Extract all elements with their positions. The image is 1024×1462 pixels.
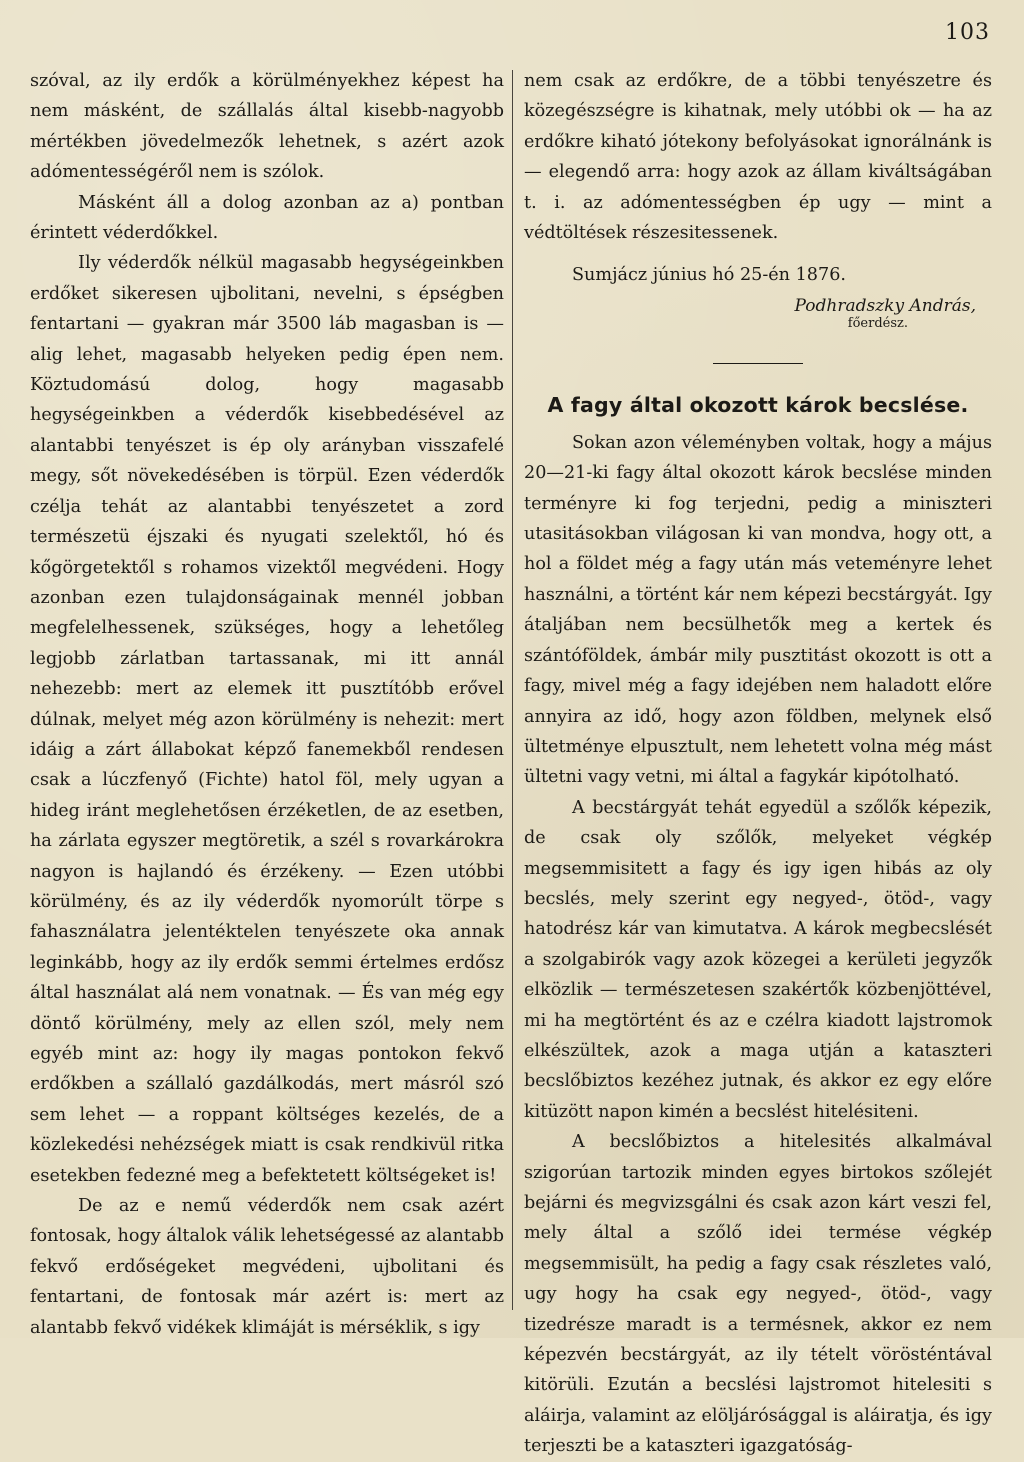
page-number: 103 [945,20,990,45]
section-divider [713,363,803,364]
left-paragraph-1: szóval, az ily erdők a körülményekhez képest ha nem másként, de szállalás által kisebb-nagyobb mértékben jövedelmezők lehetnek, s azért azok adómentességéről nem is szólok. [30,71,504,183]
left-column [30,66,504,1343]
author-signature: Podhradszky András, [794,295,976,316]
author-role: főerdész. [847,315,908,331]
left-paragraph-3: Ily véderdők nélkül magasabb hegységeinkben erdőket sikeresen ujbolitani, nevelni, s épségben fentartani — gyakran már 3500 láb magasban is — alig lehet, magasabb helyeken pedig épen nem. Köztudomású dolog, hogy magasabb hegységeinkben a véderdők kisebbedésével az alantabbi tenyészet is ép oly arányban visszafelé megy, sőt növekedésében is törpül. Ezen véderdők czélja tehát az alantabbi tenyészetet a zord természetü éjszaki és nyugati szelektől, hó és kőgörgetektől s rohamos vizektől megvédeni. Hogy azonban ezen tulajdonságainak mennél jobban megfelelhessenek, szükséges, hogy a lehetőleg legjobb zárlatban tartassanak, mi itt annál nehezebb: mert az elemek itt pusztítóbb erővel dúlnak, melyet még azon körülmény is nehezit: mert idáig a zárt állabokat képző fanemekből rendesen csak a lúczfenyő (Fichte) hatol föl, mely ugyan a hideg iránt meglehetősen érzéketlen, de az esetben, ha zárlata egyszer megtöretik, a szél s rovarkárokra nagyon is hajlandó és érzékeny. — Ezen utóbbi körülmény, és az ily véderdők nyomorúlt törpe s fahasználatra jelentéktelen tenyészete oka annak leginkább, hogy az ily erdők semmi értelmes erdősz által használat alá nem vonatnak. — És van még egy döntő körülmény, mely az ellen szól, mely nem egyéb mint az: hogy ily magas pontokon fekvő erdőkben a szállaló gazdálkodás, mert másról szó sem lehet — a roppant költséges kezelés, de a közlekedési nehézségek miatt is csak rendkivül ritka esetekben fedezné meg a befektetett költségeket is! [30,253,504,1186]
right-paragraph-1: nem csak az erdőkre, de a többi tenyészetre és közegészségre is kihatnak, mely utóbbi ok — ha az erdőkre kiható jótekony befolyásokat ignorálnánk is — elegendő arra: hogy azok az állam kiváltságában t. i. az adómentességben ép ugy — mint a védtöltések részesitessenek. [524,71,992,244]
left-paragraph-2: Másként áll a dolog azonban az a) pontban érintett véderdőkkel. [30,192,504,244]
article-paragraph-2: A becstárgyát tehát egyedül a szőlők képezik, de csak oly szőlők, melyeket végkép megsemmisitett a fagy és igy igen hibás az oly becslés, mely szerint egy negyed-, ötöd-, vagy hatodrész kár van kimutatva. A károk megbecslését a szolgabirók vagy azok közegei a kerületi jegyzők elközlik — természetesen szakértők közbenjöttével, mi ha megtörtént és az e czélra kiadott lajstromok elkészültek, azok a maga utján a kataszteri becslőbiztos kezéhez jutnak, és akkor ez egy előre kitüzött napon kimén a becslést hitelésiteni. [524,797,992,1122]
article-paragraph-1: Sokan azon véleményben voltak, hogy a május 20—21-ki fagy által okozott károk becslése minden terményre ki fog terjedni, pedig a miniszteri utasitásokban világosan ki van mondva, hogy ott, a hol a földet még a fagy után más veteményre lehet használni, a történt kár nem képezi becstárgyát. Igy átaljában nem becsülhetők meg a kertek és szántóföldek, ámbár mily pusztitást okozott is ott a fagy, mivel még a fagy idejében nem haladott előre annyira az idő, hogy azon földben, melynek első ültetménye elpusztult, nem lehetett volna még mást ültetni vagy vetni, mi által a fagykár kipótolható. [524,432,992,788]
dateline: Sumjácz június hó 25-én 1876. [572,265,846,286]
column-rule [512,70,513,1310]
article-title: A fagy által okozott károk becslése. [547,392,969,417]
right-column [524,66,992,1462]
left-paragraph-4: De az e nemű véderdők nem csak azért fontosak, hogy általok válik lehetségessé az alantabb fekvő erdőségeket megvédeni, ujbolitani és fentartani, de fontosak már azért is: mert az alantabb fekvő vidékek klimáját is mérséklik, s igy [30,1196,504,1338]
article-paragraph-3: A becslőbiztos a hitelesités alkalmával szigorúan tartozik minden egyes birtokos szőlejét bejárni és megvizsgálni és csak azon kárt veszi fel, mely által a szőlő idei termése végkép megsemmisült, ha pedig a fagy csak részletes való, ugy hogy ha csak egy negyed-, ötöd-, vagy tizedrésze maradt is a termésnek, akkor ez nem képezvén becstárgyát, az ily tételt vörösténtával kitörüli. Ezután a becslési lajstromot hitelesiti s aláirja, valamint az elöljárósággal is aláiratja, és igy terjeszti be a kataszteri igazgatóság- [524,1132,992,1457]
